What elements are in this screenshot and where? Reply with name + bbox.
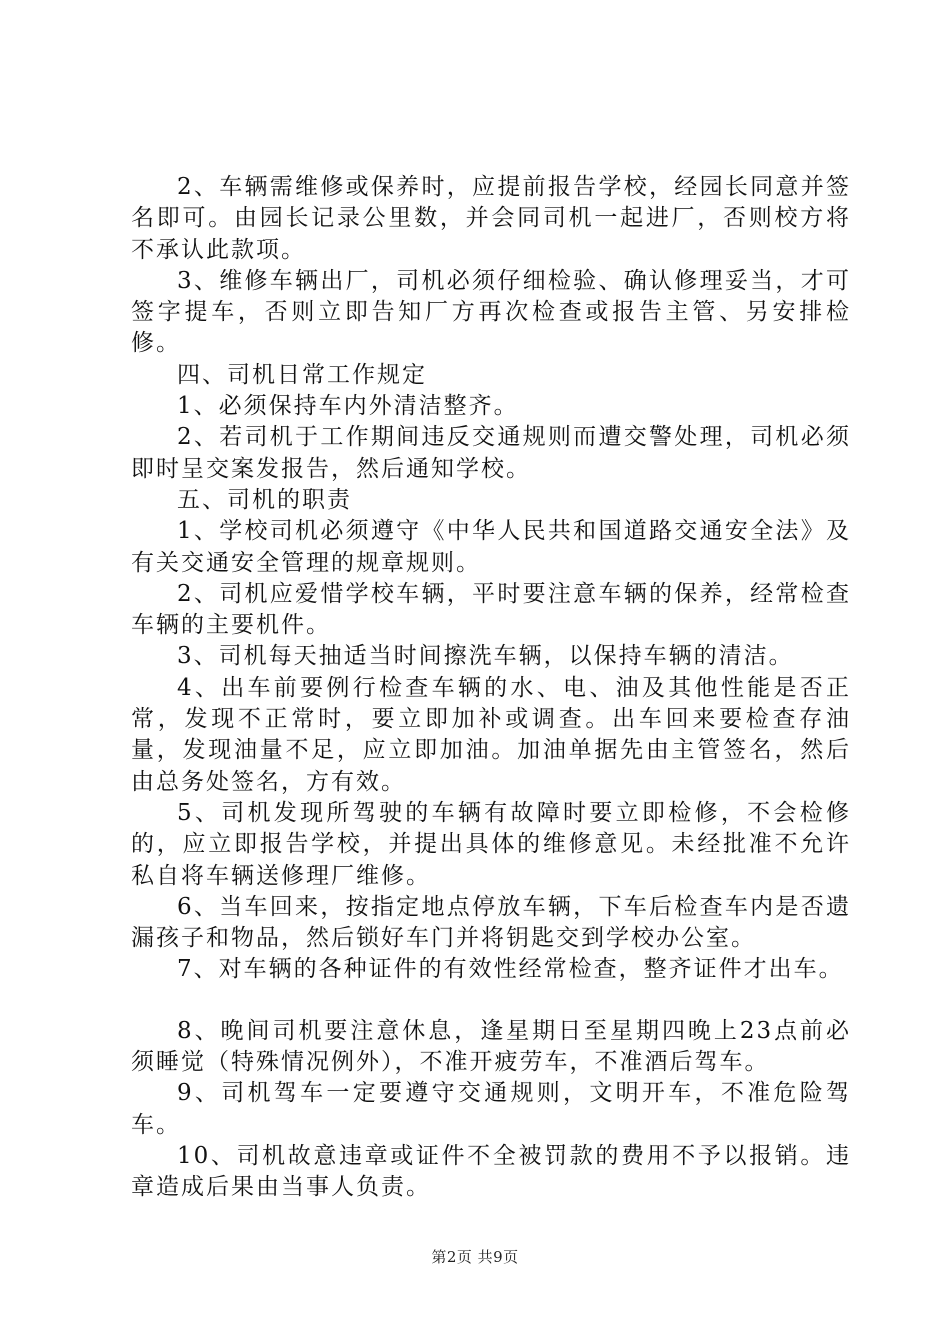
paragraph-parking-check: 6、当车回来，按指定地点停放车辆，下车后检查车内是否遗漏孩子和物品，然后锁好车门并将钥匙交到学校办公室。 — [131, 893, 851, 952]
paragraph-rest-rules: 8、晚间司机要注意休息，逢星期日至星期四晚上23点前必须睡觉（特殊情况例外），不准开疲劳车，不准酒后驾车。 — [131, 1017, 851, 1076]
paragraph-keep-clean: 1、必须保持车内外清洁整齐。 — [177, 393, 519, 420]
paragraph-pre-trip-check: 4、出车前要例行检查车辆的水、电、油及其他性能是否正常，发现不正常时，要立即加补或调查。出车回来要检查存油量，发现油量不足，应立即加油。加油单据先由主管签名，然后由总务处签名，方有效。 — [131, 674, 851, 795]
paragraph-fines: 10、司机故意违章或证件不全被罚款的费用不予以报销。违章造成后果由当事人负责。 — [131, 1142, 851, 1201]
document-body — [131, 172, 851, 1204]
paragraph-traffic-violation-report: 2、若司机于工作期间违反交通规则而遭交警处理，司机必须即时呈交案发报告，然后通知学校。 — [131, 424, 851, 482]
paragraph-obey-traffic-law: 1、学校司机必须遵守《中华人民共和国道路交通安全法》及有关交通安全管理的规章规则。 — [131, 518, 851, 576]
paragraph-documents-check: 7、对车辆的各种证件的有效性经常检查，整齐证件才出车。 — [177, 956, 844, 983]
paragraph-repair-approval: 2、车辆需维修或保养时，应提前报告学校，经园长同意并签名即可。由园长记录公里数，并会同司机一起进厂，否则校方将不承认此款项。 — [131, 174, 851, 263]
paragraph-fault-repair: 5、司机发现所驾驶的车辆有故障时要立即检修，不会检修的，应立即报告学校，并提出具体的维修意见。未经批准不允许私自将车辆送修理厂维修。 — [131, 799, 851, 889]
paragraph-vehicle-care: 2、司机应爱惜学校车辆，平时要注意车辆的保养，经常检查车辆的主要机件。 — [131, 580, 851, 639]
page-number-footer: 第2页 共9页 — [431, 1248, 519, 1266]
paragraph-safe-driving: 9、司机驾车一定要遵守交通规则，文明开车，不准危险驾车。 — [131, 1080, 851, 1138]
paragraph-vehicle-washing: 3、司机每天抽适当时间擦洗车辆，以保持车辆的清洁。 — [177, 643, 794, 670]
section-heading-daily-rules: 四、司机日常工作规定 — [177, 361, 427, 388]
section-heading-duties: 五、司机的职责 — [177, 486, 352, 513]
paragraph-repair-pickup: 3、维修车辆出厂，司机必须仔细检验、确认修理妥当，才可签字提车，否则立即告知厂方再次检查或报告主管、另安排检修。 — [131, 267, 851, 357]
